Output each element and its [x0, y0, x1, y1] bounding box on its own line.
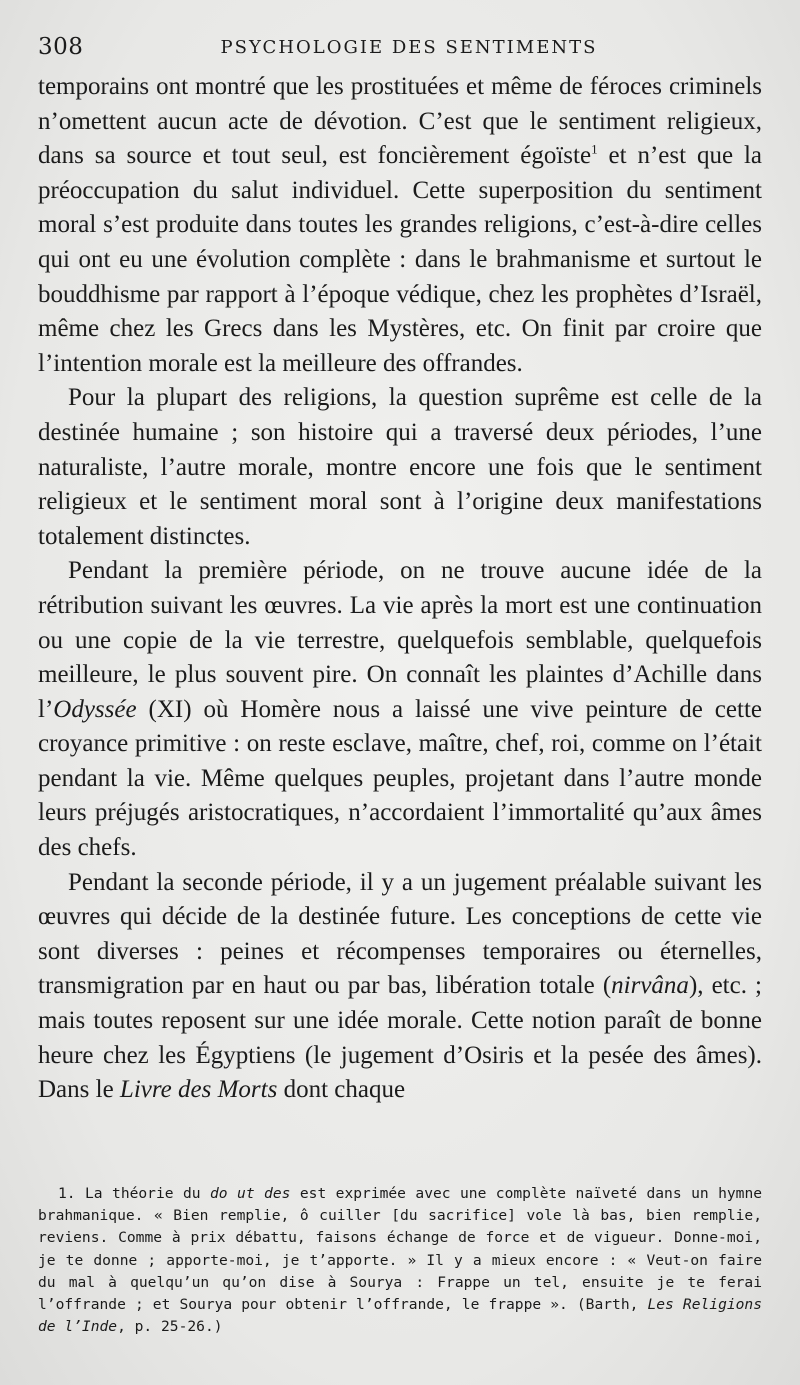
running-title: PSYCHOLOGIE DES SENTIMENTS	[220, 37, 598, 58]
paragraph-3-text: Pendant la première période, on ne trouve aucune idée de la rétribution suivant les œuvres. La vie après la mort est une continuation ou une copie de la vie terrestre, quelquefois semblable, quelquefois meilleure, le plus souvent pire. On connaît les plaintes d’Achille dans l’	[38, 557, 762, 723]
footnote-reference: 1	[591, 141, 598, 157]
footnote-paragraph	[38, 1183, 762, 1338]
work-title-odyssee: Odyssée	[53, 695, 137, 723]
footnote	[38, 1183, 762, 1338]
paragraph-1-text-continued: et n’est que la préoccupation du salut individuel. Cette superposition du sentiment moral s’est produite dans toutes les grandes religions, c’est-à-dire celles qui ont eu une évolution complète : dans le brahmanisme et surtout le bouddhisme par rapport à l’époque védique, chez les prophètes d’Israël, même chez les Grecs dans les Mystères, etc. On finit par croire que l’intention morale est la meilleure des offrandes.	[38, 142, 763, 377]
paragraph-3-text-continued: (XI) où Homère nous a laissé une vive peinture de cette croyance primitive : on reste esclave, maître, chef, roi, comme on l’était pendant la vie. Même quelques peuples, projetant dans l’autre monde leurs préjugés aristocratiques, n’accordaient l’immortalité qu’aux âmes des chefs.	[38, 695, 762, 862]
phrase-do-ut-des: do ut des	[210, 1185, 291, 1202]
footnote-citation-end: , p. 25-26.)	[117, 1318, 223, 1336]
paragraph-4-text-continued: ), etc. ; mais toutes reposent sur une idée morale. Cette notion paraît de bonne heure chez les Égyptiens (le jugement d’Osiris et la pesée des âmes). Dans le	[38, 972, 762, 1104]
paragraph-4-text-end: dont chaque	[277, 1076, 406, 1104]
paragraph-1	[38, 70, 762, 381]
paragraph-4-text: Pendant la seconde période, il y a un jugement préalable suivant les œuvres qui décide de la destinée future. Les conceptions de cette vie sont diverses : peines et récompenses temporaires ou éternelles, transmigration par en haut ou par bas, libération totale (	[38, 868, 762, 1000]
page-number: 308	[38, 34, 84, 60]
paragraph-4	[38, 866, 762, 1108]
paragraph-2: Pour la plupart des religions, la question suprême est celle de la destinée humaine ; son histoire qui a traversé deux périodes, l’une naturaliste, l’autre morale, montre encore une fois que le sentiment religieux et le sentiment moral sont à l’origine deux manifestations totalement distinctes.	[38, 384, 762, 550]
page-header	[38, 34, 760, 64]
footnote-text: La théorie du	[75, 1185, 211, 1202]
work-title-religions-inde: Les Religions de l’Inde	[38, 1296, 762, 1336]
work-title-livre-des-morts: Livre des Morts	[119, 1076, 278, 1104]
footnote-marker: 1.	[58, 1185, 76, 1202]
footnote-text-continued: est exprimée avec une complète naïveté dans un hymne brahmanique. « Bien remplie, ô cuiller [du sacrifice] vole là bas, bien remplie, reviens. Comme à prix débattu, faisons échange de force et de vigueur. Donne-moi, je te donne ; apporte-moi, je t’apporte. » Il y a mieux encore : « Veut-on faire du mal à quelqu’un qu’on dise à Sourya : Frappe un tel, ensuite je te ferai l’offrande ; et Sourya pour obtenir l’offrande, le frappe ». (Barth,	[38, 1185, 763, 1314]
paragraph-3	[38, 554, 762, 865]
main-text	[38, 70, 762, 1108]
paragraph-1-text: temporains ont montré que les prostituées et même de féroces criminels n’omettent aucun acte de dévotion. C’est que le sentiment religieux, dans sa source et tout seul, est foncièrement égoïste	[38, 73, 762, 170]
term-nirvana: nirvâna	[611, 972, 689, 1000]
